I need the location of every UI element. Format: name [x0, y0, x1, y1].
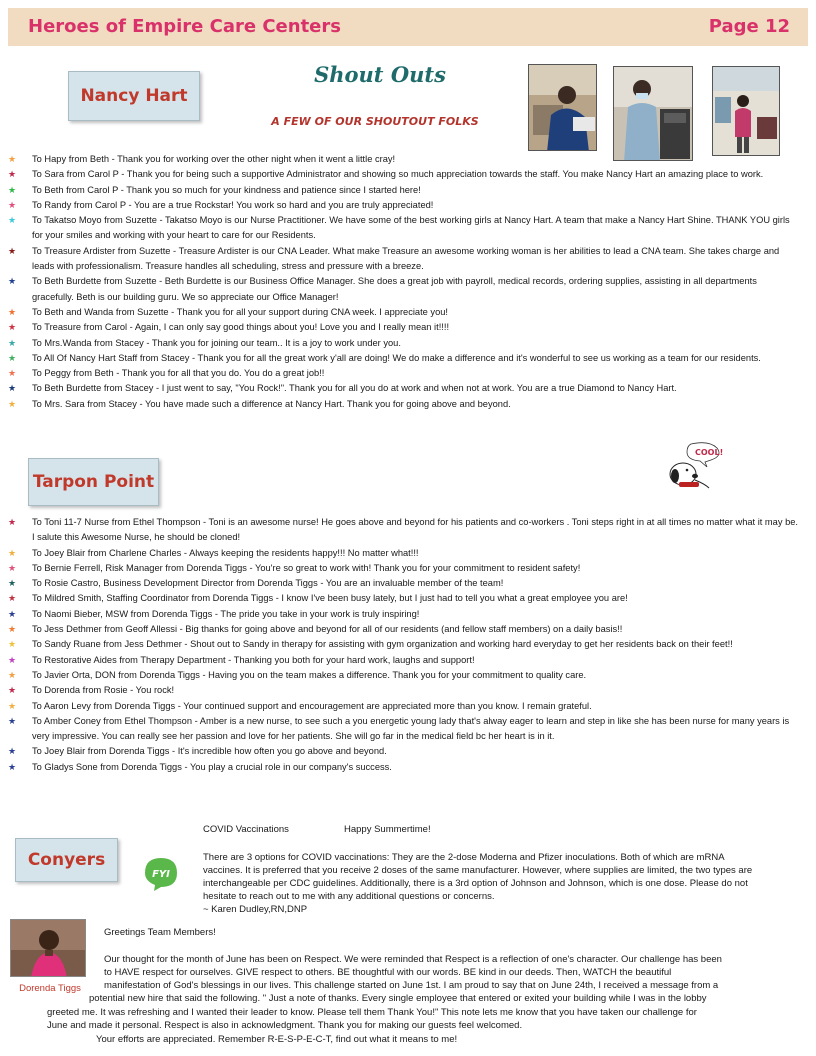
- shoutout-text: To Beth from Carol P - Thank you so much for your kindness and patience since I started here!: [32, 184, 421, 195]
- shoutout-text: To Bernie Ferrell, Risk Manager from Dorenda Tiggs - You're so great to work with! Thank you for your commitment to resident safety!: [32, 562, 581, 573]
- star-icon: ★: [8, 517, 17, 527]
- star-icon: ★: [8, 245, 17, 256]
- shoutout-text: To Naomi Bieber, MSW from Dorenda Tiggs - The pride you take in your work is truly inspiring!: [32, 608, 420, 619]
- page-number: Page 12: [708, 16, 790, 37]
- star-icon: ★: [8, 578, 17, 589]
- tarpon-point-shoutout-list: [8, 515, 800, 775]
- star-icon: ★: [8, 169, 17, 180]
- star-icon: ★: [8, 276, 17, 287]
- shoutout-item: [8, 274, 800, 305]
- fyi-text: FYI: [152, 869, 170, 880]
- shoutout-item: [8, 305, 800, 320]
- star-icon: ★: [8, 685, 17, 696]
- star-icon: ★: [8, 184, 17, 195]
- star-icon: ★: [8, 199, 17, 210]
- shoutout-item: [8, 167, 800, 182]
- shoutout-item: [8, 351, 800, 366]
- star-icon: ★: [8, 639, 17, 650]
- shoutout-text: To Gladys Sone from Dorenda Tiggs - You play a crucial role in our company's success.: [32, 761, 392, 772]
- shoutout-text: To Mildred Smith, Staffing Coordinator from Dorenda Tiggs - I know I've been busy lately, but I just had to tell you what a great employee you are!: [32, 593, 628, 604]
- covid-signature: ~ Karen Dudley,RN,DNP: [203, 904, 308, 915]
- profile-name: Dorenda Tiggs: [19, 983, 81, 994]
- greeting: Greetings Team Members!: [104, 927, 216, 938]
- star-icon: ★: [8, 306, 17, 317]
- shoutout-text: To Beth Burdette from Suzette - Beth Burdette is our Business Office Manager. She does a great job with payroll, medical records, ordering supplies, assisting in all departments gracefully. Beth is our building guru. We so appreciate our Office Manager!: [32, 276, 757, 302]
- shoutout-text: To Jess Dethmer from Geoff Allessi - Big thanks for going above and beyond for all of our residents (and fellow staff members) on a daily basis!!: [32, 624, 623, 635]
- shoutout-item: [8, 683, 800, 698]
- star-icon: ★: [8, 368, 17, 379]
- respect-line-4: potential new hire that said the following. " Just a note of thanks. Every single employee that entered or exited your building while I was in the lobby: [89, 993, 707, 1004]
- shoutout-text: To Randy from Carol P - You are a true Rockstar! You work so hard and you are truly appreciated!: [32, 199, 434, 210]
- shoutout-text: To Treasure from Carol - Again, I can only say good things about you! Love you and I really mean it!!!!: [32, 322, 450, 333]
- covid-body: [203, 851, 763, 916]
- star-icon: ★: [8, 593, 17, 604]
- star-icon: ★: [8, 669, 17, 680]
- respect-line-3: manifestation of God's blessings in our lives. This challenge started on June 1st. I am proud to say that on June 24th, I received a message from a: [104, 980, 719, 991]
- shoutout-item: [8, 244, 800, 275]
- shoutout-item: [8, 744, 800, 759]
- fyi-icon: [142, 855, 180, 893]
- star-icon: ★: [8, 761, 17, 772]
- shoutout-text: To Beth Burdette from Stacey - I just went to say, "You Rock!". Thank you for all you do at work and when not at work. You are a true Diamond to Nancy Hart.: [32, 383, 677, 394]
- covid-heading: COVID Vaccinations: [203, 824, 289, 835]
- profile-photo: [10, 919, 86, 977]
- shoutout-item: [8, 591, 800, 606]
- respect-line-6: June and made it personal. Respect is also in acknowledgment. Thank you for making our guests feel welcomed.: [47, 1020, 523, 1031]
- shoutout-text: To Beth and Wanda from Suzette - Thank you for all your support during CNA week. I appreciate you!: [32, 306, 448, 317]
- star-icon: ★: [8, 562, 17, 573]
- section-tab-tarpon-point: [28, 458, 159, 506]
- respect-line-1: Our thought for the month of June has been on Respect. We were reminded that Respect is a reflection of one's character. Our challenge has been: [104, 954, 722, 965]
- star-icon: ★: [8, 608, 17, 619]
- shoutout-text: To Joey Blair from Charlene Charles - Always keeping the residents happy!!! No matter what!!!: [32, 547, 419, 558]
- shoutout-item: [8, 213, 800, 244]
- shoutout-text: To Mrs. Sara from Stacey - You have made such a difference at Nancy Hart. Thank you for going above and beyond.: [32, 398, 511, 409]
- shoutout-text: To All Of Nancy Hart Staff from Stacey - Thank you for all the great work y'all are doing! We do make a difference and it's wonderful to see us working as a team for our residents.: [32, 352, 761, 363]
- shoutout-text: To Dorenda from Rosie - You rock!: [32, 685, 175, 696]
- shoutout-item: [8, 561, 800, 576]
- star-icon: ★: [8, 215, 17, 226]
- star-icon: ★: [8, 398, 17, 409]
- nancy-hart-shoutout-list: [8, 152, 800, 412]
- star-icon: ★: [8, 654, 17, 665]
- shoutout-text: To Amber Coney from Ethel Thompson - Amber is a new nurse, to see such a you energetic young lady that's alway eager to learn and step in like she has been nurse for many years is very impressive. You can really see her passion and love for her patients. She will go far in the medical field bc her heart is in it.: [32, 715, 790, 742]
- star-icon: ★: [8, 624, 17, 635]
- shoutout-item: [8, 699, 800, 714]
- shout-outs-subtitle: A FEW OF OUR SHOUTOUT FOLKS: [271, 115, 479, 128]
- photo-staff-1: [528, 64, 597, 151]
- shoutout-item: [8, 381, 800, 396]
- header-bar: [8, 8, 808, 46]
- shoutout-text: To Javier Orta, DON from Dorenda Tiggs - Having you on the team makes a difference. Thank you for your commitment to quality care.: [32, 669, 587, 680]
- shout-outs-title: Shout Outs: [314, 62, 446, 87]
- shoutout-item: [8, 397, 800, 412]
- star-icon: ★: [8, 383, 17, 394]
- shoutout-text: To Restorative Aides from Therapy Department - Thanking you both for your hard work, laughs and support!: [32, 654, 475, 665]
- star-icon: ★: [8, 715, 17, 726]
- section-label: Conyers: [27, 850, 106, 870]
- covid-text: There are 3 options for COVID vaccinations: They are the 2-dose Moderna and Pfizer inoculations. Both of which are mRNA vaccines. It is preferred that you receive 2 doses of the same manufacturer. However, where supplies are limited, the two types are interchangeable per CDC guidelines. Additionally, there is a 3rd option of Johnson and Johnson, which is one dose. Please do not hesitate to reach out to me with any additional questions or concerns.: [203, 852, 753, 902]
- shoutout-item: [8, 366, 800, 381]
- shoutout-item: [8, 198, 800, 213]
- star-icon: ★: [8, 352, 17, 363]
- shoutout-item: [8, 637, 800, 652]
- shoutout-item: [8, 183, 800, 198]
- shoutout-item: [8, 653, 800, 668]
- photo-staff-3: [712, 66, 780, 156]
- shoutout-item: [8, 320, 800, 335]
- shoutout-text: To Hapy from Beth - Thank you for working over the other night when it went a little cray!: [32, 154, 396, 164]
- shoutout-item: [8, 622, 800, 637]
- section-tab-nancy-hart: [68, 71, 200, 121]
- newsletter-title: Heroes of Empire Care Centers: [28, 16, 341, 37]
- star-icon: ★: [8, 746, 17, 757]
- shoutout-text: To Sara from Carol P - Thank you for being such a supportive Administrator and showing so much appreciation towards the staff. You make Nancy Hart an amazing place to work.: [32, 169, 764, 180]
- shoutout-text: To Mrs.Wanda from Stacey - Thank you for joining our team.. It is a joy to work under you.: [32, 337, 401, 348]
- section-label: Tarpon Point: [32, 472, 155, 492]
- shoutout-item: [8, 668, 800, 683]
- cool-snoopy-icon: [665, 440, 725, 490]
- respect-line-2: to HAVE respect for ourselves. GIVE respect to others. BE thoughtful with our words. BE kind in our deeds. Then, WATCH the beautiful: [104, 967, 672, 978]
- shoutout-text: To Rosie Castro, Business Development Director from Dorenda Tiggs - You are an invaluable member of the team!: [32, 578, 504, 589]
- shoutout-text: To Treasure Ardister from Suzette - Treasure Ardister is our CNA Leader. What make Treasure an awesome working woman is her abilities to lead a CNA team. She takes charge and leads with professionalism. Treasure handles all scheduling, stress and pressure with a breeze.: [32, 245, 780, 272]
- shoutout-text: To Aaron Levy from Dorenda Tiggs - Your continued support and encouragement are appreciated more than you know. I remain grateful.: [32, 700, 592, 711]
- summertime-heading: Happy Summertime!: [344, 824, 431, 835]
- shoutout-item: [8, 515, 800, 546]
- respect-line-7: Your efforts are appreciated. Remember R-E-S-P-E-C-T, find out what it means to me!: [96, 1034, 458, 1045]
- shoutout-text: To Joey Blair from Dorenda Tiggs - It's incredible how often you go above and beyond.: [32, 746, 387, 757]
- star-icon: ★: [8, 547, 17, 558]
- shoutout-item: [8, 546, 800, 561]
- shoutout-text: To Takatso Moyo from Suzette - Takatso Moyo is our Nurse Practitioner. We have some of the best working girls at Nancy Hart. A team that make a Nancy Hart Shine. THANK YOU girls for your smiles and working with your heart to care for our Residents.: [32, 215, 790, 241]
- shoutout-item: [8, 336, 800, 351]
- section-tab-conyers: [15, 838, 118, 882]
- shoutout-text: To Peggy from Beth - Thank you for all that you do. You do a great job!!: [32, 368, 325, 379]
- star-icon: ★: [8, 322, 17, 333]
- shoutout-item: [8, 760, 800, 775]
- photo-staff-2: [613, 66, 693, 161]
- respect-line-5: greeted me. It was refreshing and I wanted their leader to know. Please tell them Thank You!" This note lets me know that you have taken our challenge for: [47, 1007, 697, 1018]
- shoutout-item: [8, 152, 800, 167]
- star-icon: ★: [8, 337, 17, 348]
- shoutout-text: To Sandy Ruane from Jess Dethmer - Shout out to Sandy in therapy for assisting with gym organization and working hard everyday to get her residents back on their feet!!: [32, 639, 733, 650]
- shoutout-item: [8, 576, 800, 591]
- shoutout-text: To Toni 11-7 Nurse from Ethel Thompson - Toni is an awesome nurse! He goes above and beyond for his patients and co-workers . Toni steps right in at all times no matter what it may be. I salute this Awesome Nurse, he should be cloned!: [32, 517, 799, 543]
- star-icon: ★: [8, 700, 17, 711]
- cool-text: COOL!: [695, 448, 724, 457]
- shoutout-item: [8, 714, 800, 745]
- section-label: Nancy Hart: [80, 86, 188, 106]
- shoutout-item: [8, 607, 800, 622]
- star-icon: ★: [8, 154, 17, 164]
